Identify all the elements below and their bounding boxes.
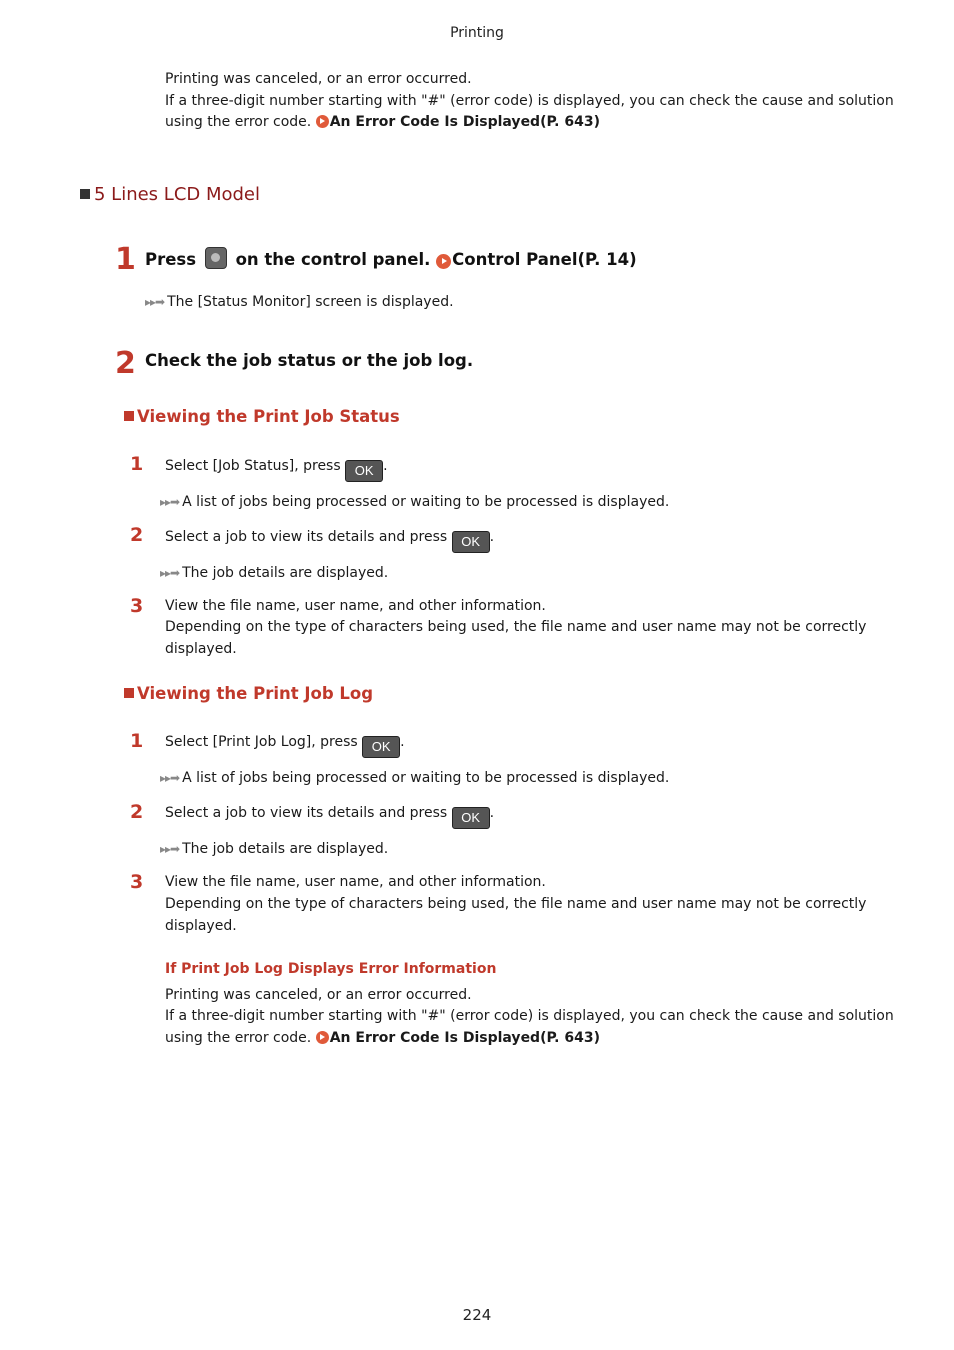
job-log-step-2-result — [160, 841, 388, 857]
job-log-step-1-period: . — [400, 734, 405, 750]
job-status-title — [124, 407, 400, 426]
section-title — [80, 184, 260, 205]
job-status-step-1-result — [160, 494, 669, 510]
top-note-line3 — [165, 112, 600, 134]
subsection-square-icon — [124, 688, 134, 698]
error-info-note-line2: If a three-digit number starting with "#" (error code) is displayed, you can check the cause and solution — [165, 1008, 894, 1024]
job-log-title — [124, 684, 373, 703]
job-status-step-3-number: 3 — [130, 595, 144, 617]
error-info-note-title: If Print Job Log Displays Error Information — [165, 961, 497, 977]
job-status-step-1-text: Select [Job Status], press — [165, 458, 341, 474]
job-status-step-2-period: . — [489, 529, 495, 545]
top-note-line1: Printing was canceled, or an error occurred. — [165, 71, 472, 87]
link-arrow-icon — [316, 1031, 329, 1044]
job-status-step-3-line3: displayed. — [165, 641, 237, 657]
top-note-link[interactable] — [316, 114, 600, 130]
job-log-step-3-line2: Depending on the type of characters being used, the file name and user name may not be correctly — [165, 896, 867, 912]
job-log-step-3-number: 3 — [130, 871, 144, 893]
job-log-step-1-result — [160, 770, 669, 786]
job-status-step-1-result-text: A list of jobs being processed or waiting to be processed is displayed. — [182, 494, 670, 510]
job-log-step-2-period: . — [489, 805, 495, 821]
job-status-title-text: Viewing the Print Job Status — [137, 407, 400, 426]
result-arrow-icon: ▸▸➡ — [160, 842, 180, 856]
step-2-title: Check the job status or the job log. — [145, 351, 474, 370]
error-info-note-line1: Printing was canceled, or an error occurred. — [165, 987, 472, 1003]
job-status-step-2-number: 2 — [130, 524, 144, 546]
section-title-text: 5 Lines LCD Model — [94, 184, 261, 205]
job-status-step-2-result — [160, 565, 388, 581]
step-1-text-before: Press — [145, 250, 197, 269]
job-status-step-1 — [165, 456, 388, 482]
error-code-link-text: An Error Code Is Displayed(P. 643) — [329, 1030, 600, 1046]
job-log-step-1 — [165, 732, 405, 758]
job-status-step-3-line2: Depending on the type of characters being used, the file name and user name may not be correctly — [165, 619, 867, 635]
ok-key-icon: OK — [452, 531, 490, 553]
job-status-step-1-period: . — [383, 458, 388, 474]
page-header: Printing — [450, 25, 504, 41]
job-log-step-3-line3: displayed. — [165, 918, 237, 934]
job-log-step-3-line1: View the file name, user name, and other information. — [165, 874, 546, 890]
error-code-link[interactable] — [316, 1030, 600, 1046]
ok-key-icon: OK — [345, 460, 383, 482]
step-1-text-after: on the control panel. — [235, 250, 431, 269]
link-arrow-icon — [436, 254, 451, 269]
job-log-step-2 — [165, 803, 494, 829]
job-log-step-1-number: 1 — [130, 730, 144, 752]
job-status-step-1-number: 1 — [130, 453, 144, 475]
job-status-step-2 — [165, 527, 494, 553]
ok-key-icon: OK — [362, 736, 400, 758]
error-info-note-line3 — [165, 1028, 600, 1050]
error-info-note-line3-prefix: using the error code. — [165, 1030, 312, 1046]
top-note-line3-prefix: using the error code. — [165, 114, 312, 130]
job-log-step-2-text: Select a job to view its details and press — [165, 805, 448, 821]
step-1-number: 1 — [115, 242, 136, 277]
job-status-step-3-line1: View the file name, user name, and other information. — [165, 598, 546, 614]
job-log-step-1-result-text: A list of jobs being processed or waiting to be processed is displayed. — [182, 770, 670, 786]
page-number: 224 — [462, 1306, 492, 1324]
job-status-step-2-result-text: The job details are displayed. — [182, 565, 389, 581]
subsection-square-icon — [124, 411, 134, 421]
control-panel-link[interactable] — [436, 250, 636, 269]
section-square-icon — [80, 189, 90, 199]
result-arrow-icon: ▸▸➡ — [145, 295, 165, 309]
job-status-step-2-text: Select a job to view its details and press — [165, 529, 448, 545]
job-log-step-1-text: Select [Print Job Log], press — [165, 734, 358, 750]
step-1-result — [145, 294, 454, 310]
result-arrow-icon: ▸▸➡ — [160, 771, 180, 785]
step-1-result-text: The [Status Monitor] screen is displayed. — [167, 294, 454, 310]
result-arrow-icon: ▸▸➡ — [160, 495, 180, 509]
top-note-line2: If a three-digit number starting with "#" (error code) is displayed, you can check the cause and solution — [165, 93, 894, 109]
step-2-number: 2 — [115, 346, 136, 381]
job-log-step-2-number: 2 — [130, 801, 144, 823]
top-note-link-text: An Error Code Is Displayed(P. 643) — [329, 114, 600, 130]
step-1-title — [145, 247, 637, 269]
ok-key-icon: OK — [452, 807, 490, 829]
result-arrow-icon: ▸▸➡ — [160, 566, 180, 580]
control-panel-link-text: Control Panel(P. 14) — [452, 250, 637, 269]
link-arrow-icon — [316, 115, 329, 128]
job-log-step-2-result-text: The job details are displayed. — [182, 841, 389, 857]
job-log-title-text: Viewing the Print Job Log — [137, 684, 374, 703]
status-monitor-key-icon — [205, 247, 227, 269]
